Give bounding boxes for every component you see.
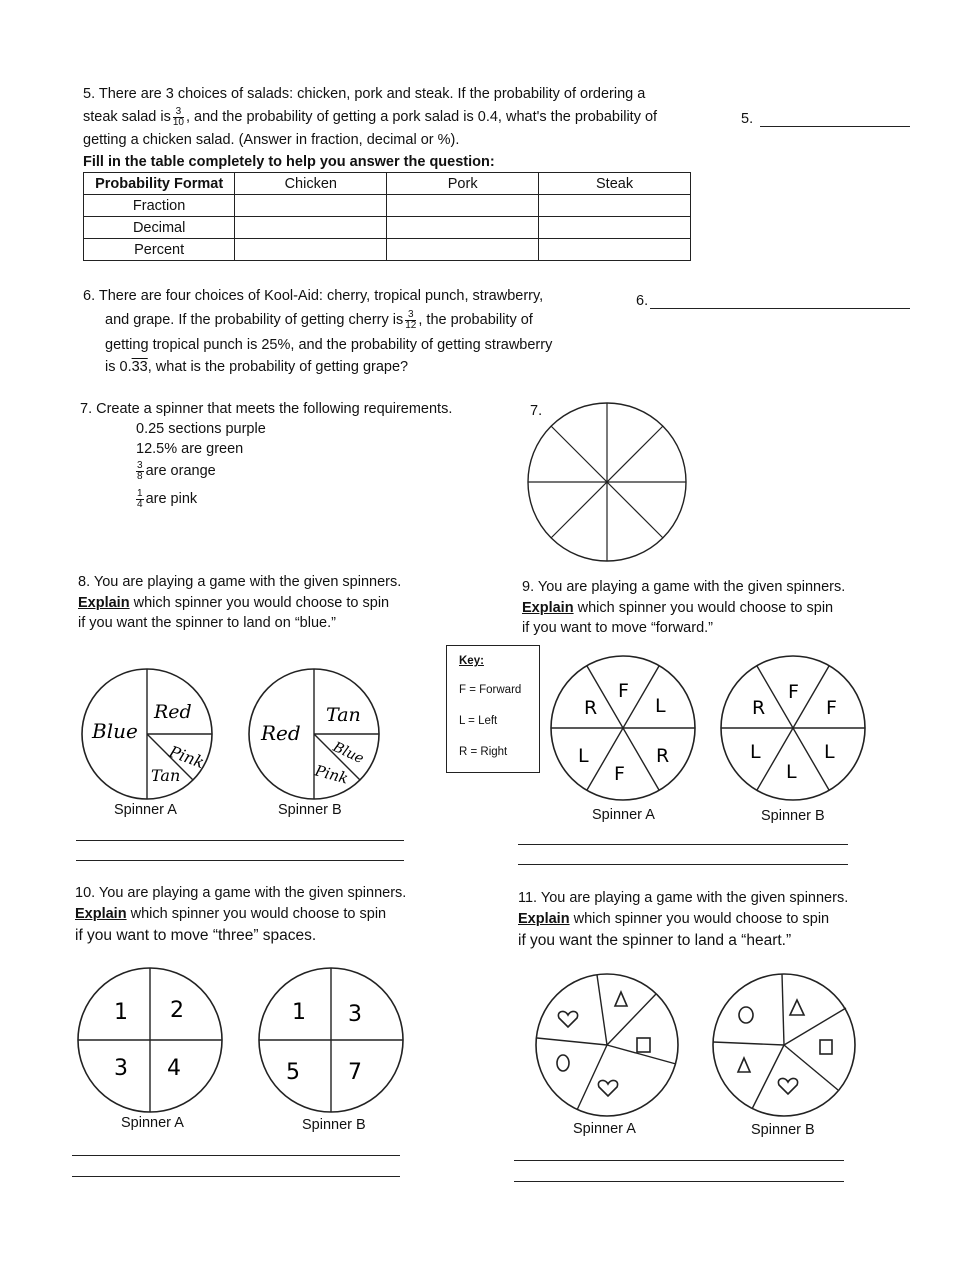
q9-spinner-b-caption: Spinner B bbox=[761, 808, 825, 824]
spinner-label: F bbox=[614, 763, 625, 785]
table-cell[interactable] bbox=[387, 217, 539, 239]
table-cell[interactable] bbox=[539, 217, 691, 239]
table-header-row bbox=[84, 173, 691, 195]
triangle-icon bbox=[738, 1058, 750, 1072]
q7-req3-fraction: $\frac{3}{8}$ bbox=[137, 459, 143, 482]
q9-explain: Explain bbox=[522, 600, 574, 616]
q8-spinner-b bbox=[244, 668, 394, 803]
q8-spinner-b-caption: Spinner B bbox=[278, 802, 342, 818]
spinner-label: L bbox=[750, 741, 761, 763]
q8-spinner-a bbox=[76, 668, 226, 803]
q6-line1: 6. There are four choices of Kool-Aid: cherry, tropical punch, strawberry, bbox=[83, 288, 544, 304]
q10-spinner-b-caption: Spinner B bbox=[302, 1117, 366, 1133]
q11-line2 bbox=[518, 908, 829, 931]
q9-spinner-b bbox=[718, 650, 870, 805]
table-header: Steak bbox=[539, 173, 691, 195]
spinner-label: 7 bbox=[348, 1060, 362, 1085]
q9-key-box bbox=[446, 645, 540, 773]
q7-req3 bbox=[134, 460, 216, 483]
heart-icon bbox=[558, 1011, 577, 1027]
q11-spinner-a bbox=[532, 972, 682, 1120]
q5-line2b: , and the probability of getting a pork salad is 0.4, what's the probability of bbox=[185, 109, 658, 125]
spinner-label: 2 bbox=[170, 998, 184, 1023]
spinner-label: R bbox=[656, 745, 670, 767]
spinner-label: 5 bbox=[286, 1060, 300, 1085]
q9-line3: if you want to move “forward.” bbox=[522, 620, 713, 636]
q9-line2-text: which spinner you would choose to spin bbox=[573, 600, 834, 616]
q11-spinner-b bbox=[710, 972, 860, 1120]
q7-answer-number: 7. bbox=[530, 403, 543, 419]
q6-repeating-digits: 33 bbox=[131, 359, 148, 375]
q6-line2 bbox=[105, 309, 533, 332]
square-icon bbox=[820, 1040, 832, 1054]
q11-line3: if you want the spinner to land a “heart.” bbox=[518, 932, 792, 949]
spinner-label: F bbox=[826, 697, 837, 719]
q8-line2-text: which spinner you would choose to spin bbox=[129, 595, 390, 611]
spinner-label: Tan bbox=[151, 766, 181, 785]
q7-req4-fraction: $\frac{1}{4}$ bbox=[137, 487, 143, 510]
q10-spinner-a bbox=[74, 967, 226, 1117]
q5-answer-line[interactable] bbox=[760, 126, 910, 127]
q7-line1: 7. Create a spinner that meets the following requirements. bbox=[80, 401, 453, 417]
spinner-label: Pink bbox=[312, 761, 351, 788]
q10-line3: if you want to move “three” spaces. bbox=[75, 927, 317, 944]
q11-spinner-a-caption: Spinner A bbox=[573, 1121, 636, 1137]
key-right: R = Right bbox=[459, 746, 508, 758]
q8-answer-line-1[interactable] bbox=[76, 840, 404, 841]
q9-answer-line-2[interactable] bbox=[518, 864, 848, 865]
q5-instruction: Fill in the table completely to help you answer the question: bbox=[83, 154, 495, 170]
spinner-label: 1 bbox=[292, 1000, 306, 1025]
q10-line2 bbox=[75, 903, 386, 926]
q6-line2b: , the probability of bbox=[418, 312, 533, 328]
triangle-icon bbox=[615, 992, 627, 1006]
q10-explain: Explain bbox=[75, 906, 127, 922]
q6-line4a: is 0. bbox=[105, 359, 132, 375]
q11-line2-text: which spinner you would choose to spin bbox=[569, 911, 830, 927]
q10-line2-text: which spinner you would choose to spin bbox=[126, 906, 387, 922]
circle-icon bbox=[557, 1055, 569, 1071]
q8-spinner-a-caption: Spinner A bbox=[114, 802, 177, 818]
row-label: Percent bbox=[84, 239, 235, 261]
table-cell[interactable] bbox=[539, 195, 691, 217]
q10-spinner-a-caption: Spinner A bbox=[121, 1115, 184, 1131]
spinner-label: Pink bbox=[166, 741, 207, 773]
table-cell[interactable] bbox=[235, 195, 387, 217]
q9-line1: 9. You are playing a game with the given spinners. bbox=[522, 579, 846, 595]
q10-answer-line-1[interactable] bbox=[72, 1155, 400, 1156]
circle-icon bbox=[739, 1007, 753, 1023]
q5-fraction: $\frac{3}{10}$ bbox=[172, 105, 184, 128]
key-left: L = Left bbox=[459, 715, 498, 727]
table-header: Chicken bbox=[235, 173, 387, 195]
q5-line2a: steak salad is bbox=[83, 109, 171, 125]
q11-spinner-b-caption: Spinner B bbox=[751, 1122, 815, 1138]
table-cell[interactable] bbox=[387, 195, 539, 217]
q8-line3: if you want the spinner to land on “blue.” bbox=[78, 615, 336, 631]
spinner-label: L bbox=[655, 695, 666, 717]
q8-answer-line-2[interactable] bbox=[76, 860, 404, 861]
spinner-label: L bbox=[578, 745, 589, 767]
q11-answer-line-2[interactable] bbox=[514, 1181, 844, 1182]
spinner-label: Tan bbox=[326, 704, 361, 726]
q7-req1: 0.25 sections purple bbox=[136, 421, 266, 437]
spinner-label: 3 bbox=[348, 1002, 362, 1027]
spinner-label: F bbox=[788, 681, 799, 703]
q6-fraction: $\frac{3}{12}$ bbox=[405, 308, 417, 331]
q6-line2a: and grape. If the probability of getting cherry is bbox=[105, 312, 404, 328]
spinner-label: Blue bbox=[330, 739, 367, 768]
table-cell[interactable] bbox=[235, 217, 387, 239]
key-title: Key: bbox=[459, 655, 484, 667]
table-cell[interactable] bbox=[539, 239, 691, 261]
q7-req3-text: are orange bbox=[145, 463, 216, 479]
spinner-label: R bbox=[752, 697, 766, 719]
spinner-label: 3 bbox=[114, 1056, 128, 1081]
table-row bbox=[84, 195, 691, 217]
q7-blank-spinner[interactable] bbox=[525, 400, 690, 565]
q10-answer-line-2[interactable] bbox=[72, 1176, 400, 1177]
q5-line2 bbox=[83, 106, 657, 129]
q5-line3: getting a chicken salad. (Answer in fraction, decimal or %). bbox=[83, 132, 460, 148]
q7-req4 bbox=[134, 488, 197, 511]
q6-answer-line[interactable] bbox=[650, 308, 910, 309]
q9-spinner-a bbox=[548, 650, 700, 805]
q9-spinner-a-caption: Spinner A bbox=[592, 807, 655, 823]
q7-req2: 12.5% are green bbox=[136, 441, 244, 457]
q11-explain: Explain bbox=[518, 911, 570, 927]
table-header: Probability Format bbox=[84, 173, 235, 195]
table-row bbox=[84, 239, 691, 261]
square-icon bbox=[637, 1038, 650, 1052]
q10-spinner-b bbox=[256, 967, 408, 1117]
spinner-label: Red bbox=[154, 701, 192, 723]
table-header: Pork bbox=[387, 173, 539, 195]
spinner-label: F bbox=[618, 680, 629, 702]
q6-line4 bbox=[105, 356, 408, 379]
key-forward: F = Forward bbox=[459, 684, 522, 696]
q6-line4b: , what is the probability of getting grape? bbox=[147, 359, 409, 375]
spinner-label: L bbox=[786, 761, 797, 783]
q8-explain: Explain bbox=[78, 595, 130, 611]
q7-req4-text: are pink bbox=[145, 491, 198, 507]
probability-table bbox=[83, 172, 691, 261]
triangle-icon bbox=[790, 1000, 804, 1015]
q5-answer-number: 5. bbox=[741, 111, 754, 127]
spinner-label: Red bbox=[261, 721, 301, 745]
table-cell[interactable] bbox=[387, 239, 539, 261]
heart-icon bbox=[778, 1078, 797, 1094]
q6-line3: getting tropical punch is 25%, and the probability of getting strawberry bbox=[105, 337, 553, 353]
spinner-label: 1 bbox=[114, 1000, 128, 1025]
spinner-label: R bbox=[584, 697, 598, 719]
spinner-label: L bbox=[824, 741, 835, 763]
table-cell[interactable] bbox=[235, 239, 387, 261]
spinner-label: 4 bbox=[167, 1056, 181, 1081]
q11-line1: 11. You are playing a game with the given spinners. bbox=[518, 890, 849, 906]
q5-line1: 5. There are 3 choices of salads: chicken, pork and steak. If the probability of ordering a bbox=[83, 86, 646, 102]
q6-answer-number: 6. bbox=[636, 293, 649, 309]
q11-answer-line-1[interactable] bbox=[514, 1160, 844, 1161]
row-label: Decimal bbox=[84, 217, 235, 239]
q9-answer-line-1[interactable] bbox=[518, 844, 848, 845]
spinner-label: Blue bbox=[92, 719, 138, 743]
q8-line1: 8. You are playing a game with the given spinners. bbox=[78, 574, 402, 590]
heart-icon bbox=[598, 1080, 617, 1096]
q10-line1: 10. You are playing a game with the given spinners. bbox=[75, 885, 407, 901]
table-row bbox=[84, 217, 691, 239]
row-label: Fraction bbox=[84, 195, 235, 217]
